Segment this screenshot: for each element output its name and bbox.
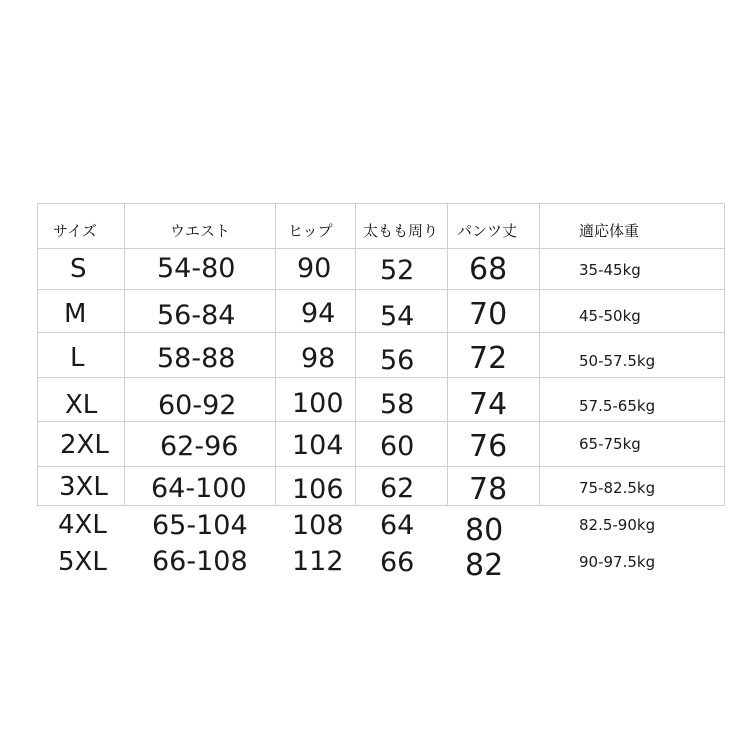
header-size: サイズ: [53, 222, 97, 240]
waist-cell: 66-108: [152, 546, 248, 577]
length-cell: 80: [465, 513, 504, 548]
size-cell: 2XL: [60, 430, 109, 460]
table-row: [37, 340, 725, 380]
size-cell: S: [70, 254, 87, 284]
weight-cell: 45-50kg: [579, 307, 641, 325]
header-weight: 適応体重: [579, 222, 640, 240]
thigh-cell: 56: [380, 345, 415, 376]
length-cell: 82: [465, 548, 504, 583]
hip-cell: 104: [292, 430, 344, 461]
thigh-cell: 64: [380, 510, 415, 541]
weight-cell: 90-97.5kg: [579, 553, 656, 571]
length-cell: 68: [469, 252, 508, 287]
waist-cell: 54-80: [157, 253, 236, 284]
table-row: [37, 297, 725, 337]
table-row: [37, 506, 725, 546]
header-thigh: 太もも周り: [363, 222, 439, 240]
header-row: [37, 203, 725, 248]
size-cell: L: [70, 343, 85, 373]
hip-cell: 100: [292, 388, 344, 419]
table-row: [37, 385, 725, 425]
hip-cell: 108: [292, 510, 344, 541]
thigh-cell: 62: [380, 473, 415, 504]
thigh-cell: 66: [380, 547, 415, 578]
waist-cell: 56-84: [157, 300, 236, 331]
thigh-cell: 58: [380, 389, 415, 420]
size-cell: M: [64, 299, 87, 329]
length-cell: 70: [469, 297, 508, 332]
table-row: [37, 427, 725, 467]
table-row: [37, 466, 725, 506]
size-cell: 5XL: [58, 547, 107, 577]
thigh-cell: 60: [380, 431, 415, 462]
hip-cell: 106: [292, 474, 344, 505]
thigh-cell: 52: [380, 255, 415, 286]
waist-cell: 62-96: [160, 431, 239, 462]
waist-cell: 64-100: [151, 473, 247, 504]
weight-cell: 82.5-90kg: [579, 516, 656, 534]
hip-cell: 90: [297, 253, 332, 284]
header-waist: ウエスト: [170, 222, 231, 240]
weight-cell: 75-82.5kg: [579, 479, 656, 497]
waist-cell: 60-92: [158, 390, 237, 421]
size-cell: 4XL: [58, 510, 107, 540]
weight-cell: 50-57.5kg: [579, 352, 656, 370]
thigh-cell: 54: [380, 301, 415, 332]
length-cell: 78: [469, 472, 508, 507]
hip-cell: 98: [301, 343, 336, 374]
table-row: [37, 253, 725, 293]
table-row: [37, 544, 725, 584]
size-cell: XL: [65, 390, 98, 420]
waist-cell: 65-104: [152, 510, 248, 541]
weight-cell: 57.5-65kg: [579, 397, 656, 415]
length-cell: 72: [469, 341, 508, 376]
hip-cell: 94: [301, 298, 336, 329]
hip-cell: 112: [292, 546, 344, 577]
length-cell: 76: [469, 429, 508, 464]
weight-cell: 35-45kg: [579, 261, 641, 279]
header-divider: [37, 248, 725, 249]
waist-cell: 58-88: [157, 343, 236, 374]
header-length: パンツ丈: [457, 222, 518, 240]
length-cell: 74: [469, 387, 508, 422]
header-hip: ヒップ: [288, 222, 333, 240]
size-cell: 3XL: [59, 472, 108, 502]
weight-cell: 65-75kg: [579, 435, 641, 453]
